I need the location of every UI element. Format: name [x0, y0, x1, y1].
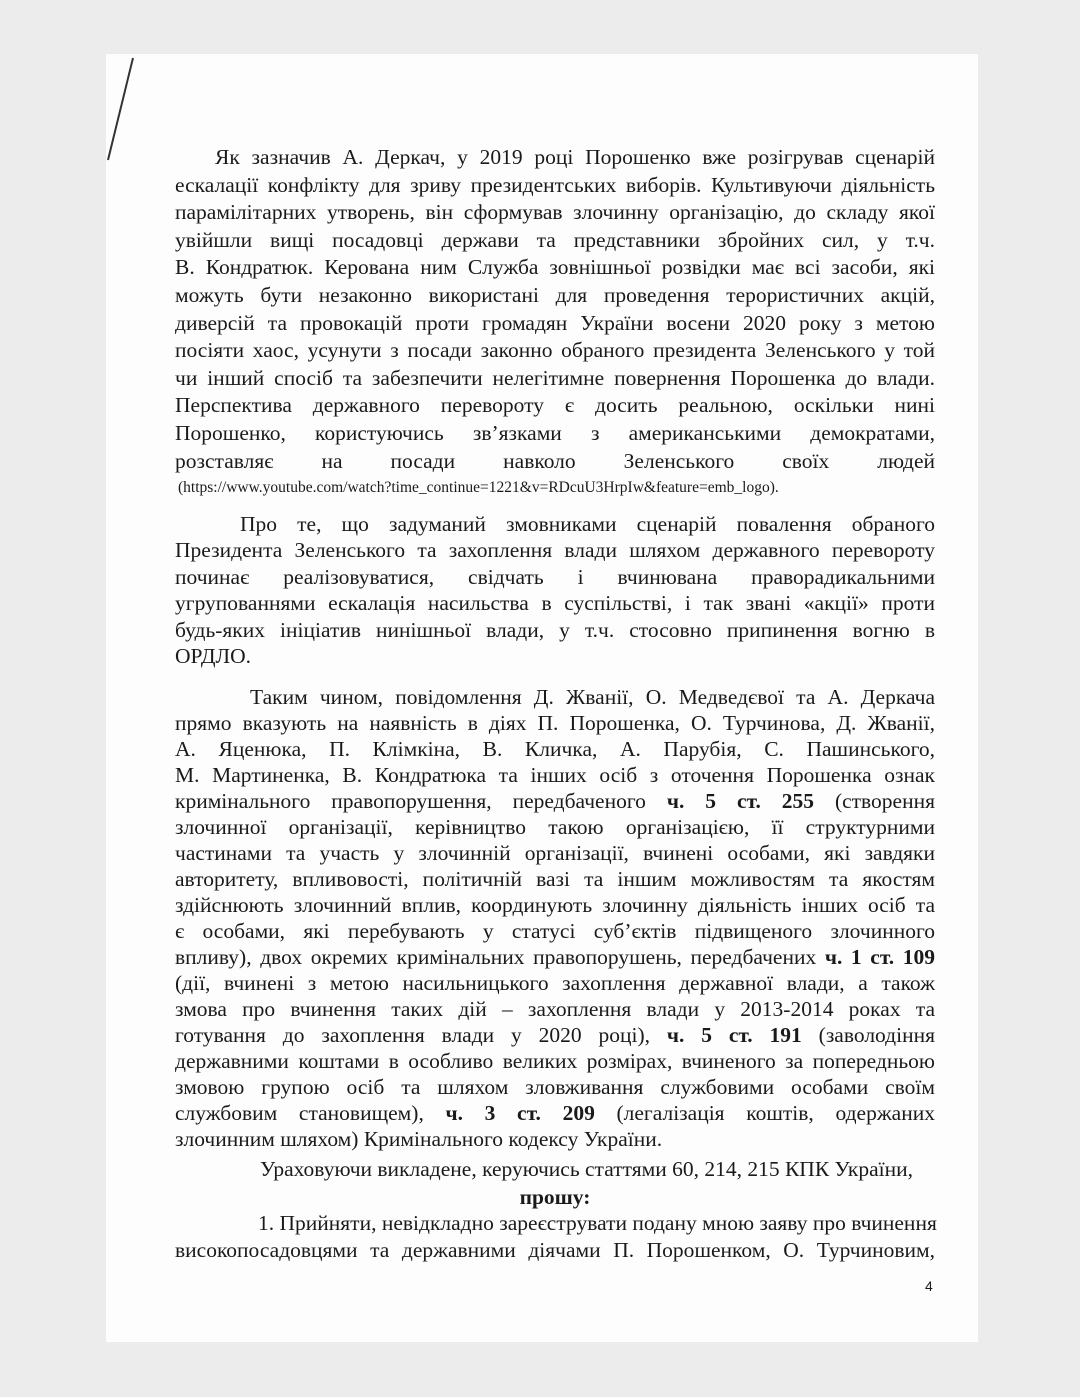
text-line — [175, 1126, 935, 1152]
text-segment: Про те, що задуманий змовниками сценарій повалення обраного — [240, 512, 935, 536]
text-segment: є особами, які перебувають у статусі суб’єктів підвищеного злочинного — [175, 919, 935, 943]
text-line — [175, 617, 935, 643]
text-segment: ескалації конфлікту для зриву президентських виборів. Культивуючи діяльність — [175, 172, 935, 197]
text-line — [175, 1237, 935, 1263]
text-segment: будь-яких ініціатив нинішньої влади, у т.ч. стосовно припинення вогню в — [175, 617, 935, 642]
text-line — [178, 475, 938, 501]
text-segment: ОРДЛО. — [175, 644, 252, 668]
text-segment: (дії, вчинені з метою насильницького захоплення державної влади, а також — [175, 971, 935, 995]
text-line — [215, 144, 935, 170]
text-line — [175, 918, 935, 944]
legal-article-reference: ч. 1 ст. 109 — [824, 945, 935, 969]
text-line — [175, 1100, 935, 1126]
scan-artifact-line — [100, 55, 140, 165]
legal-article-reference: ч. 3 ст. 209 — [445, 1101, 595, 1125]
text-line — [175, 537, 935, 563]
text-line — [175, 310, 935, 336]
text-line — [175, 643, 935, 669]
text-segment: Порошенко, користуючись зв’язками з американськими демократами, — [175, 421, 935, 445]
legal-article-reference: прошу: — [519, 1185, 591, 1209]
text-segment: парамілітарних утворень, він сформував злочинну організацію, до складу якої — [175, 200, 935, 225]
text-line — [175, 392, 935, 418]
text-line — [175, 282, 935, 308]
text-segment: Перспектива державного перевороту є досить реальною, оскільки нині — [175, 393, 935, 418]
text-segment: службовим становищем), — [175, 1101, 446, 1125]
text-line — [175, 996, 935, 1022]
text-segment: В. Кондратюк. Керована ним Служба зовнішньої розвідки має всі засоби, які — [175, 255, 935, 280]
text-line — [260, 1156, 935, 1182]
text-line — [175, 172, 935, 198]
text-line — [175, 254, 935, 280]
text-line — [175, 736, 935, 762]
text-segment: змовою групою осіб та шляхом зловживання службовими особами своїм — [175, 1075, 935, 1099]
text-segment: високопосадовцями та державними діячами П. Порошенком, О. Турчиновим, — [175, 1237, 935, 1262]
text-segment: починає реалізовуватися, свідчать і вчинювана праворадикальними — [175, 564, 935, 589]
text-line — [175, 814, 935, 840]
text-segment: диверсій та провокацій проти громадян України восени 2020 року з метою — [175, 310, 935, 335]
text-segment: увійшли вищі посадовці держави та представники збройних сил, у т.ч. — [175, 227, 935, 252]
text-segment: (заволодіння — [801, 1023, 935, 1047]
text-line — [175, 199, 935, 225]
text-segment: Таким чином, повідомлення Д. Жванії, О. Медведєвої та А. Деркача — [250, 685, 935, 709]
text-segment: готування до захоплення влади у 2020 році), — [175, 1023, 667, 1047]
text-segment: можуть бути незаконно використані для проведення терористичних акцій, — [175, 283, 935, 307]
text-line — [175, 866, 935, 892]
text-segment: розставляє на посади навколо Зеленського своїх людей — [175, 448, 935, 473]
text-line — [258, 1210, 935, 1236]
text-line — [175, 590, 935, 616]
legal-article-reference: ч. 5 ст. 255 — [666, 789, 815, 813]
text-line — [175, 1022, 935, 1048]
text-line — [175, 710, 935, 736]
text-line — [240, 511, 935, 537]
text-line — [175, 1074, 935, 1100]
text-segment: (створення — [814, 789, 935, 813]
text-line — [175, 944, 935, 970]
text-segment: Ураховуючи викладене, керуючись статтями 60, 214, 215 КПК України, — [260, 1157, 913, 1181]
text-line — [175, 365, 935, 391]
text-segment: Як зазначив А. Деркач, у 2019 році Порошенко вже розігрував сценарій — [215, 145, 935, 169]
text-segment: посіяти хаос, усунути з посади законно обраного президента Зеленського у той — [175, 338, 935, 363]
text-line — [175, 448, 935, 474]
text-segment: злочинної організації, керівництво такою організацією, її структурними — [175, 815, 935, 839]
legal-article-reference: ч. 5 ст. 191 — [666, 1023, 802, 1047]
text-segment: (легалізація коштів, одержаних — [594, 1101, 935, 1125]
text-segment: авторитету, впливовості, політичній вазі та іншим можливостям та якостям — [175, 867, 935, 891]
text-segment: кримінального правопорушення, передбаченого — [175, 789, 667, 813]
text-segment: частинами та участь у злочинній організації, вчинені особами, які завдяки — [175, 841, 935, 865]
text-line — [250, 684, 935, 710]
text-line — [175, 337, 935, 363]
text-line — [175, 892, 935, 918]
page-number: 4 — [925, 1278, 933, 1294]
text-segment: злочинним шляхом) Кримінального кодексу України. — [175, 1127, 663, 1151]
text-line — [175, 1048, 935, 1074]
text-segment: Президента Зеленського та захоплення влади шляхом державного перевороту — [175, 538, 935, 563]
text-segment: А. Яценюка, П. Клімкіна, В. Кличка, А. Парубія, С. Пашинського, — [175, 737, 935, 761]
text-segment: прямо вказують на наявність в діях П. Порошенка, О. Турчинова, Д. Жванії, — [175, 711, 935, 735]
text-line — [175, 420, 935, 446]
text-segment: впливу), двох окремих кримінальних правопорушень, передбачених — [175, 945, 825, 969]
text-segment: (https://www.youtube.com/watch?time_continue=1221&v=RDcuU3HrpIw&feature=emb_logo). — [178, 479, 779, 497]
text-line — [175, 970, 935, 996]
text-segment: 1. Прийняти, невідкладно зареєструвати подану мною заяву про вчинення — [258, 1211, 937, 1235]
text-line — [175, 788, 935, 814]
text-segment: змова про вчинення таких дій – захоплення влади у 2013-2014 роках та — [175, 997, 935, 1021]
text-segment: здійснюють злочинний вплив, координують злочинну діяльність інших осіб та — [175, 893, 935, 917]
text-line — [175, 564, 935, 590]
text-segment: чи інший спосіб та забезпечити нелегітимне повернення Порошенка до влади. — [175, 365, 935, 390]
text-segment: угрупованнями ескалація насильства в суспільстві, і так звані «акції» проти — [175, 591, 935, 616]
text-line — [175, 1184, 935, 1210]
text-line — [175, 840, 935, 866]
text-line — [175, 762, 935, 788]
text-segment: державними коштами в особливо великих розмірах, вчиненого за попередньою — [175, 1049, 935, 1073]
text-segment: М. Мартиненка, В. Кондратюка та інших осіб з оточення Порошенка ознак — [175, 763, 935, 787]
text-line — [175, 227, 935, 253]
